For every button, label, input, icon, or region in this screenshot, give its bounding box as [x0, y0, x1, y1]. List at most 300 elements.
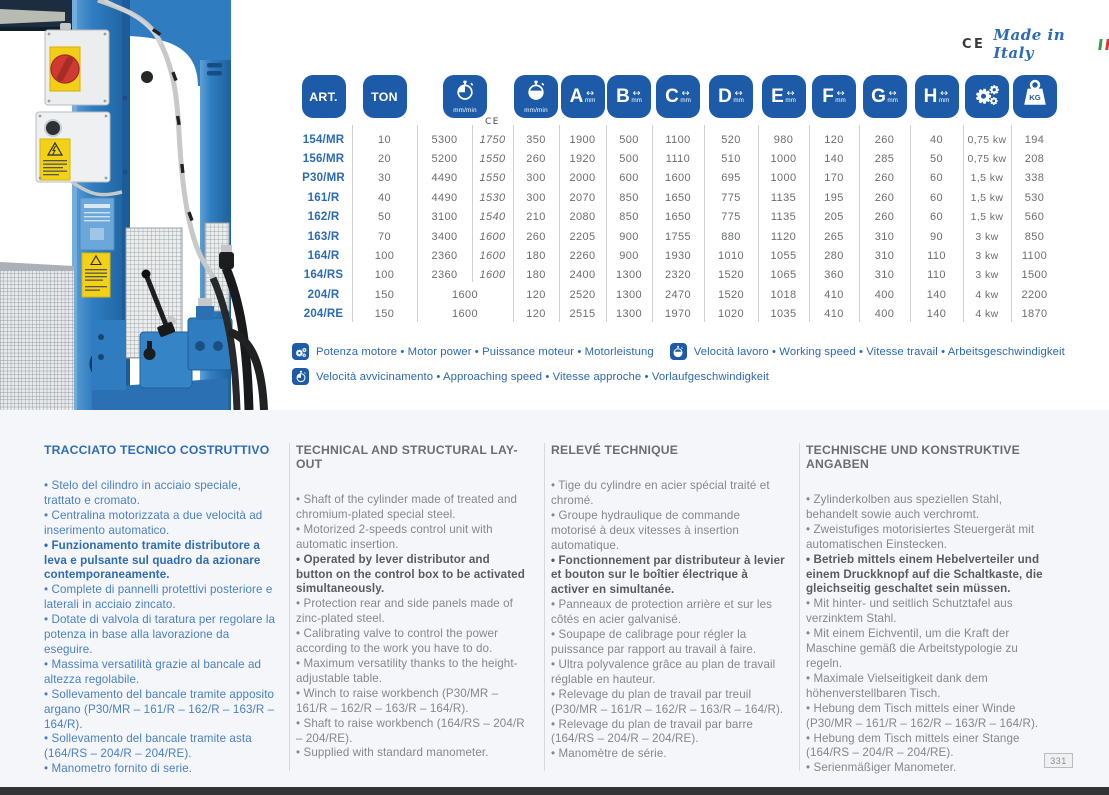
cell-G: 400	[874, 288, 895, 301]
table-column-divider	[559, 125, 560, 322]
cell-H: 110	[927, 250, 946, 263]
unit-label: mm	[733, 96, 744, 104]
bullet-marker: •	[551, 479, 559, 492]
header-F	[809, 75, 859, 118]
cell-G: 310	[874, 230, 895, 243]
bullet-text: Soupape de calibrage pour régler la puissance par rapport au travail à faire.	[551, 628, 757, 656]
cell-H: 110	[927, 269, 946, 282]
width-arrow-icon: ↔	[681, 87, 690, 99]
cell-art: 204/RE	[303, 308, 344, 321]
cell-approach-speed: 1600	[479, 269, 506, 282]
made-in-italy-badge	[962, 26, 1109, 62]
cell-art: 164/RS	[303, 269, 344, 282]
cell-F: 120	[824, 133, 844, 146]
cell-kg: 194	[1024, 133, 1045, 146]
cell-B: 850	[619, 191, 639, 204]
bullet-marker: •	[44, 732, 52, 746]
bullet-marker: •	[296, 522, 304, 536]
cell-working: 180	[526, 250, 546, 263]
width-arrow-icon: ↔	[888, 87, 897, 99]
header-H	[910, 75, 963, 118]
cell-C: 1970	[664, 308, 692, 321]
cell-approach-speed: 1550	[479, 153, 506, 166]
bullet-text: Massima versatilità grazie al bancale ad altezza regolabile.	[44, 657, 262, 686]
bullet-text: Funzionamento tramite distributore a leva e pulsante sul quadro da azionare contemporaneamente.	[44, 538, 261, 582]
cell-B: 1300	[615, 269, 643, 282]
bullet-text: Relevage du plan de travail par barre (164/RS – 204/R – 204/RE).	[551, 717, 753, 746]
spec-bullet	[806, 493, 1054, 523]
cell-C: 1755	[664, 230, 692, 243]
spec-bullet	[44, 583, 276, 613]
cell-G: 310	[874, 250, 895, 263]
spec-bullet	[806, 597, 1054, 627]
cell-D: 695	[721, 172, 741, 185]
cell-E: 1035	[770, 308, 797, 321]
bullet-marker: •	[551, 508, 559, 522]
cell-C: 1930	[664, 250, 692, 263]
spec-bullet	[806, 761, 1054, 776]
cell-E: 980	[773, 133, 794, 146]
spec-bullet	[44, 509, 276, 539]
cell-A: 2205	[569, 230, 596, 243]
spec-bullet	[296, 493, 528, 523]
unit-label: mm	[680, 96, 691, 104]
cell-approach-speed: 1600	[451, 308, 479, 321]
header-D	[704, 75, 758, 118]
bullet-text: Centralina motorizzata a due velocità ad inserimento automatico.	[44, 508, 263, 537]
cell-ton: 150	[374, 308, 395, 321]
bullet-marker: •	[296, 597, 304, 611]
spec-bullet	[806, 702, 1054, 732]
spec-bullet	[551, 747, 786, 762]
cell-power: 1,5 kw	[970, 172, 1004, 185]
spec-bullet	[806, 672, 1054, 702]
warning-sticker	[82, 253, 110, 297]
cell-power: 1,5 kw	[970, 191, 1004, 204]
width-arrow-icon: ↔	[836, 87, 845, 99]
unit-label: mm/min	[524, 107, 548, 114]
cell-B: 900	[619, 250, 639, 263]
bullet-marker: •	[296, 627, 304, 641]
page-number: 331	[1044, 753, 1073, 768]
bullet-text: Shaft to raise workbench (164/RS – 204/R – 204/RE).	[296, 716, 525, 745]
dimension-letter: G	[871, 86, 886, 107]
cell-B: 1300	[615, 308, 643, 321]
bottom-bar	[0, 787, 1109, 795]
table-column-divider	[352, 125, 353, 322]
cell-H: 40	[929, 133, 944, 146]
stopwatch-approach-icon	[453, 79, 477, 108]
dimension-letter: F	[822, 86, 834, 107]
width-arrow-icon: ↔	[586, 87, 595, 99]
cell-E: 1135	[770, 191, 797, 204]
dimension-letter: A	[569, 86, 584, 107]
cell-F: 195	[824, 191, 844, 204]
spec-bullet	[296, 746, 528, 761]
bullet-text: Complete di pannelli protettivi posteriore e laterali in acciaio zincato.	[44, 583, 273, 612]
bullet-text: Sollevamento del bancale tramite apposito argano (P30/MR – 161/R – 162/R – 163/R – 164/R).	[44, 687, 275, 731]
unit-label: mm	[631, 96, 642, 104]
legend-row-2	[292, 368, 769, 385]
bullet-text: Maximale Vielseitigkeit dank dem höhenverstellbaren Tisch.	[806, 671, 988, 700]
made-in-italy-text: Made in Italy	[993, 26, 1066, 62]
bullet-marker: •	[44, 657, 52, 671]
hydraulic-press-illustration	[0, 0, 290, 410]
cell-A: 2070	[569, 191, 596, 204]
cell-E: 1065	[770, 269, 797, 282]
spec-bullet	[296, 553, 528, 598]
header-working	[513, 75, 559, 118]
bullet-marker: •	[806, 552, 814, 566]
cell-power: 3 kw	[975, 269, 999, 282]
spec-section-en	[296, 443, 528, 761]
bullet-marker: •	[551, 687, 559, 701]
bullet-text: Fonctionnement par distributeur à levier et bouton sur le boîtier électrique à activer en simultanée.	[551, 553, 785, 597]
cell-H: 140	[926, 308, 947, 321]
cell-F: 360	[824, 269, 844, 282]
ce-speed-mark: CE	[485, 117, 500, 127]
bullet-marker: •	[296, 493, 304, 506]
bullet-text: Dotate di valvola di taratura per regolare la potenza in base alla lavorazione da eseguire.	[44, 613, 276, 656]
bullet-text: Manomètre de série.	[558, 747, 667, 761]
cell-E: 1135	[770, 211, 797, 224]
table-column-divider	[606, 125, 607, 322]
cell-F: 410	[824, 308, 844, 321]
spec-bullet	[44, 688, 276, 733]
cell-approach-speed: 1600	[479, 250, 506, 263]
cell-B: 850	[619, 211, 639, 224]
cell-D: 1520	[717, 288, 745, 301]
bullet-text: Relevage du plan de travail par treuil (P30/MR – 161/R – 162/R – 163/R – 164/R).	[551, 687, 784, 716]
main-switch-box	[45, 23, 109, 105]
bullet-marker: •	[806, 522, 814, 536]
cell-C: 1100	[665, 133, 691, 146]
cell-approach-speed: 4490	[431, 191, 458, 204]
bullet-text: Hebung dem Tisch mittels einer Stange (164/RS – 204/R – 204/RE).	[806, 731, 1020, 760]
bullet-marker: •	[551, 747, 559, 761]
gears-icon	[292, 343, 309, 360]
bullet-text: Stelo del cilindro in acciaio speciale, trattato e cromato.	[44, 479, 241, 507]
spec-bullet	[806, 627, 1054, 672]
cell-kg: 850	[1024, 230, 1045, 243]
bullet-marker: •	[44, 538, 52, 552]
header-kg	[1011, 75, 1058, 118]
cell-H: 140	[926, 288, 947, 301]
cell-working: 350	[526, 133, 546, 146]
unit-label: mm	[887, 96, 898, 104]
cell-working: 120	[526, 288, 546, 301]
main-switch-knob	[51, 55, 79, 83]
bullet-marker: •	[44, 583, 52, 597]
cell-ton: 100	[374, 250, 395, 263]
cell-power: 4 kw	[975, 308, 999, 321]
width-arrow-icon: ↔	[632, 87, 641, 99]
section-title: RELEVÉ TECHNIQUE	[551, 443, 679, 457]
cell-E: 1055	[770, 250, 797, 263]
unit-label: mm	[584, 96, 596, 104]
spec-bullet	[296, 597, 528, 627]
table-column-divider	[963, 125, 964, 322]
table-column-divider	[652, 125, 653, 322]
header-C	[652, 75, 704, 118]
control-box	[36, 112, 110, 182]
dimension-letter: C	[665, 86, 679, 107]
cell-approach-speed: 1750	[479, 133, 506, 146]
cell-D: 775	[721, 211, 741, 224]
bullet-text: Betrieb mittels einem Hebelverteiler und einem Druckknopf auf die Schaltkaste, die gleichseitig geschaltet sein müssen.	[806, 552, 1043, 596]
svg-text:KG: KG	[1028, 93, 1041, 103]
spec-bullet	[44, 762, 276, 777]
cell-working: 260	[526, 153, 546, 166]
header-label: ART.	[309, 89, 338, 104]
cell-power: 0,75 kw	[967, 153, 1007, 166]
bullet-marker: •	[44, 508, 52, 522]
cell-D: 510	[721, 153, 741, 166]
cell-D: 520	[721, 133, 741, 146]
cell-power: 0,75 kw	[967, 133, 1007, 146]
cell-D: 1520	[717, 269, 745, 282]
spec-bullet	[551, 628, 786, 658]
header-art	[295, 75, 352, 118]
cell-kg: 560	[1024, 211, 1045, 224]
cell-C: 1650	[664, 211, 692, 224]
spec-bullet	[806, 523, 1054, 553]
width-arrow-icon: ↔	[734, 87, 743, 99]
gears-icon	[972, 79, 1002, 114]
cell-G: 400	[874, 308, 895, 321]
cell-approach-speed: 1540	[479, 211, 506, 224]
unit-label: mm/min	[453, 107, 477, 114]
stopwatch-working-icon	[670, 343, 687, 360]
bullet-text: Mit hinter- und seitlich Schutztafel aus verzinktem Stahl.	[806, 597, 1013, 626]
spec-bullet	[296, 627, 528, 657]
cell-E: 1120	[770, 230, 797, 243]
legend-item	[670, 343, 1065, 360]
cell-working: 300	[526, 191, 546, 204]
bullet-marker: •	[806, 761, 814, 775]
header-E	[758, 75, 809, 118]
bullet-marker: •	[551, 657, 559, 671]
cell-ton: 30	[377, 172, 392, 185]
cell-H: 60	[929, 191, 944, 204]
cell-power: 4 kw	[975, 288, 999, 301]
cell-A: 2080	[569, 211, 596, 224]
cell-kg: 1500	[1021, 269, 1048, 282]
cell-working: 260	[526, 230, 546, 243]
cell-ton: 70	[377, 230, 392, 243]
spec-bullet	[806, 553, 1054, 598]
table-column-divider	[758, 125, 759, 322]
table-column-divider	[417, 125, 418, 322]
cell-H: 50	[929, 153, 944, 166]
legend-row-1	[292, 343, 1065, 360]
cell-kg: 1870	[1021, 308, 1048, 321]
cell-art: 154/MR	[302, 133, 345, 146]
cell-ton: 100	[374, 269, 395, 282]
unit-label: mm	[785, 96, 796, 104]
unit-label: mm	[938, 96, 950, 104]
width-arrow-icon: ↔	[786, 87, 795, 99]
cell-ton: 50	[377, 211, 392, 224]
spec-bullet	[551, 658, 786, 688]
cell-A: 1900	[569, 133, 596, 146]
cell-B: 500	[619, 153, 639, 166]
bullet-marker: •	[296, 656, 304, 670]
dimension-letter: B	[616, 86, 630, 107]
bullet-text: Hebung dem Tisch mittels einer Winde (P30/MR – 161/R – 162/R – 163/R – 164/R).	[806, 701, 1039, 730]
dimension-letter: H	[923, 86, 938, 107]
section-divider	[799, 443, 800, 771]
cell-approach-speed: 1550	[479, 172, 506, 185]
cell-E: 1000	[770, 172, 797, 185]
cell-G: 260	[874, 133, 895, 146]
spec-bullet	[551, 598, 786, 628]
cell-G: 285	[874, 153, 895, 166]
cell-F: 170	[824, 172, 844, 185]
table-column-divider	[910, 125, 911, 322]
cell-art: 161/R	[307, 191, 340, 204]
cell-art: 164/R	[307, 250, 340, 263]
data-plate	[80, 198, 114, 250]
bullet-marker: •	[44, 762, 52, 776]
cell-A: 1920	[569, 153, 596, 166]
dimension-letter: E	[771, 86, 784, 107]
bullet-marker: •	[806, 731, 814, 745]
cell-approach-speed: 4490	[431, 172, 458, 185]
cell-approach-speed: 1530	[479, 191, 506, 204]
spec-bullet	[551, 509, 786, 554]
cell-F: 140	[824, 153, 844, 166]
cell-C: 2470	[664, 288, 692, 301]
bullet-marker: •	[551, 553, 559, 567]
bullet-marker: •	[44, 613, 52, 627]
cell-kg: 530	[1024, 191, 1045, 204]
cell-C: 1600	[664, 172, 692, 185]
cell-approach-speed: 5200	[431, 153, 458, 166]
machine-photo	[0, 0, 290, 410]
bullet-marker: •	[806, 627, 814, 641]
cell-F: 265	[824, 230, 844, 243]
italy-flag-icon	[1098, 39, 1109, 50]
bullet-text: Shaft of the cylinder made of treated and chromium-plated special steel.	[296, 493, 518, 521]
cell-approach-speed: 5300	[431, 133, 458, 146]
stopwatch-working-icon	[524, 79, 548, 108]
table-column-divider	[809, 125, 810, 322]
legend-text: Potenza motore • Motor power • Puissance moteur • Motorleistung	[316, 345, 654, 358]
spec-bullet	[806, 732, 1054, 762]
bullet-text: Zylinderkolben aus speziellen Stahl, behandelt sowie auch verchromt.	[806, 493, 1003, 521]
cell-ton: 40	[377, 191, 392, 204]
table-column-divider	[704, 125, 705, 322]
spec-bullet	[296, 657, 528, 687]
spec-bullet	[551, 688, 786, 718]
cell-F: 280	[824, 250, 844, 263]
cell-working: 180	[526, 269, 546, 282]
cell-art: 162/R	[307, 211, 340, 224]
spec-bullet	[296, 717, 528, 747]
cell-D: 880	[721, 230, 741, 243]
spec-bullet	[44, 732, 276, 762]
cell-working: 300	[526, 172, 546, 185]
cell-approach-speed: 1600	[479, 230, 506, 243]
bullet-text: Supplied with standard manometer.	[303, 746, 489, 760]
weight-icon	[1018, 77, 1052, 116]
cell-C: 1110	[665, 153, 691, 166]
bullet-text: Winch to raise workbench (P30/MR – 161/R – 162/R – 163/R – 164/R).	[296, 686, 499, 715]
cell-G: 260	[874, 211, 895, 224]
cell-working: 120	[526, 308, 546, 321]
bullet-marker: •	[44, 479, 52, 492]
header-G	[859, 75, 910, 118]
cell-art: 156/MR	[302, 153, 345, 166]
bullet-marker: •	[551, 717, 559, 731]
spec-bullet	[551, 718, 786, 748]
cell-F: 410	[824, 288, 844, 301]
bullet-text: Panneaux de protection arrière et sur les côtés en acier galvanisé.	[551, 598, 773, 627]
bullet-marker: •	[806, 671, 814, 685]
bullet-text: Sollevamento del bancale tramite asta (164/RS – 204/R – 204/RE).	[44, 732, 252, 761]
cell-C: 2320	[664, 269, 692, 282]
cell-A: 2520	[569, 288, 596, 301]
cell-approach-speed: 2360	[431, 269, 458, 282]
spec-bullet	[44, 539, 276, 584]
cell-power: 3 kw	[975, 250, 999, 263]
legend-item	[292, 368, 769, 385]
cell-G: 310	[874, 269, 895, 282]
unit-label: mm	[835, 96, 846, 104]
bullet-marker: •	[296, 686, 304, 700]
header-power	[963, 75, 1011, 118]
section-divider	[289, 443, 290, 771]
bullet-text: Ultra polyvalence grâce au plan de travail réglable en hauteur.	[551, 657, 776, 686]
table-column-divider	[513, 125, 514, 322]
spec-bullet	[551, 479, 786, 509]
table-column-divider	[859, 125, 860, 322]
cell-H: 90	[929, 230, 944, 243]
cell-H: 60	[929, 172, 944, 185]
cell-art: 163/R	[307, 230, 340, 243]
cell-E: 1018	[770, 288, 797, 301]
spec-table-body	[295, 130, 1058, 324]
cell-H: 60	[929, 211, 944, 224]
cell-ton: 20	[377, 153, 392, 166]
table-column-divider	[472, 125, 473, 282]
cell-art: P30/MR	[302, 172, 345, 185]
cell-G: 260	[874, 191, 895, 204]
cell-approach-speed: 3400	[431, 230, 458, 243]
spec-section-de	[806, 443, 1054, 776]
cell-B: 600	[619, 172, 639, 185]
spec-bullet	[44, 613, 276, 658]
bullet-text: Operated by lever distributor and button on the control box to be activated simultaneously.	[296, 552, 525, 596]
section-divider	[544, 443, 545, 771]
table-column-divider	[1011, 125, 1012, 322]
stopwatch-approach-icon	[292, 368, 309, 385]
cell-A: 2000	[569, 172, 596, 185]
spec-table-header	[295, 75, 1058, 118]
cell-D: 775	[721, 191, 741, 204]
header-label: TON	[371, 89, 398, 104]
bullet-text: Tige du cylindre en acier spécial traité et chromé.	[551, 479, 770, 507]
cell-A: 2515	[569, 308, 596, 321]
cell-kg: 208	[1024, 153, 1045, 166]
spec-bullet	[296, 523, 528, 553]
cell-approach-speed: 2360	[431, 250, 458, 263]
bullet-marker: •	[806, 597, 814, 611]
cell-kg: 2200	[1021, 288, 1048, 301]
bullet-text: Groupe hydraulique de commande motorisé à deux vitesses à insertion automatique.	[551, 508, 741, 552]
cell-F: 205	[824, 211, 844, 224]
